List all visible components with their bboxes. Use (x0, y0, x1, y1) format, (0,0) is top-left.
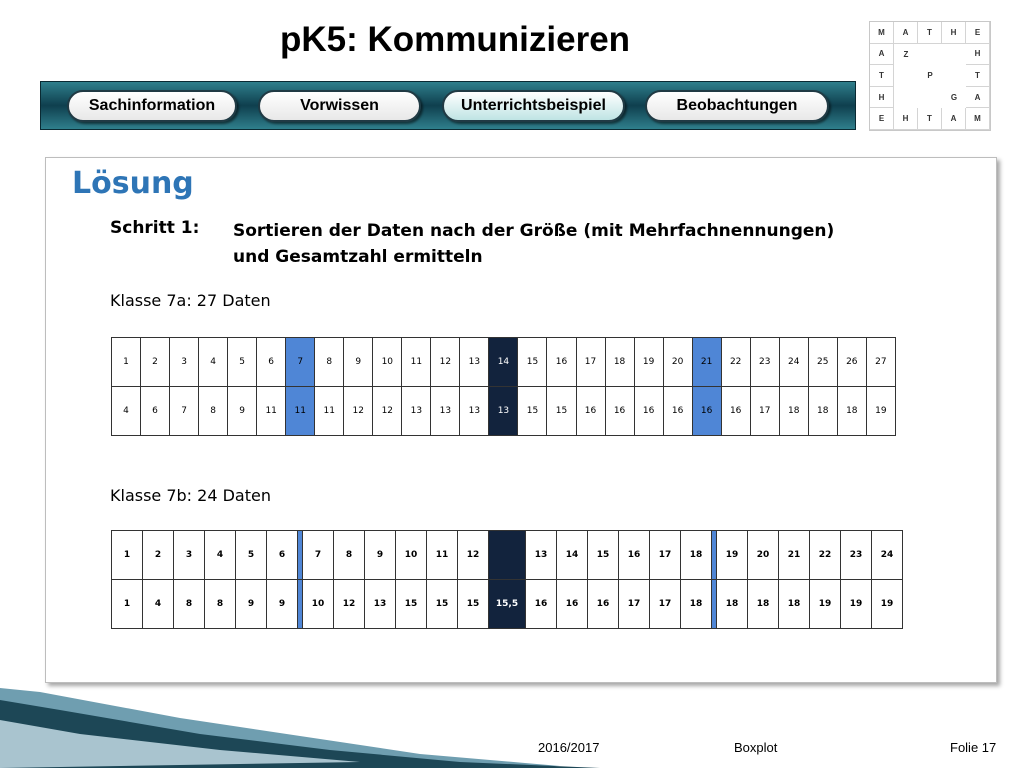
table-cell: 3 (170, 338, 199, 387)
class-7b-heading: Klasse 7b: 24 Daten (110, 486, 271, 505)
table-cell: 17 (650, 531, 681, 580)
table-cell: 22 (810, 531, 841, 580)
table-cell: 18 (779, 580, 810, 629)
table-cell: 1 (112, 531, 143, 580)
table-cell: 12 (431, 338, 460, 387)
table-cell: 8 (315, 338, 344, 387)
table-cell: 16 (663, 387, 692, 436)
table-cell: 9 (228, 387, 257, 436)
mathematik-logo (869, 21, 991, 131)
table-cell: 15 (396, 580, 427, 629)
table-cell: 13 (431, 387, 460, 436)
table-cell: 15 (518, 338, 547, 387)
table-cell: 21 (692, 338, 721, 387)
table-cell: 18 (681, 531, 712, 580)
logo-cell: H (966, 44, 990, 66)
logo-cell: E (870, 108, 894, 130)
table-cell: 4 (205, 531, 236, 580)
table-cell: 11 (402, 338, 431, 387)
table-cell: 6 (257, 338, 286, 387)
table-cell: 13 (526, 531, 557, 580)
table-cell: 10 (303, 580, 334, 629)
table-cell: 15,5 (489, 580, 526, 629)
table-cell: 15 (427, 580, 458, 629)
logo-cell: M (966, 108, 990, 130)
table-cell: 12 (334, 580, 365, 629)
logo-cell: T (870, 65, 894, 87)
footer-topic: Boxplot (734, 740, 778, 755)
table-cell: 13 (365, 580, 396, 629)
footer-year: 2016/2017 (538, 740, 600, 755)
table-cell: 18 (717, 580, 748, 629)
logo-cell (918, 87, 942, 109)
table-cell: 8 (205, 580, 236, 629)
logo-cell: A (894, 22, 918, 44)
table-cell: 1 (112, 580, 143, 629)
table-cell: 16 (576, 387, 605, 436)
class-7a-heading: Klasse 7a: 27 Daten (110, 291, 271, 310)
table-cell: 15 (588, 531, 619, 580)
table-cell: 6 (267, 531, 298, 580)
table-cell: 12 (344, 387, 373, 436)
table-cell: 14 (557, 531, 588, 580)
logo-cell: G (950, 93, 958, 103)
nav-button-unterrichtsbeispiel[interactable]: Unterrichtsbeispiel (442, 90, 625, 122)
table-cell: 15 (518, 387, 547, 436)
table-cell: 20 (663, 338, 692, 387)
logo-cell (942, 65, 966, 87)
table-cell: 13 (460, 338, 489, 387)
table-cell: 18 (837, 387, 866, 436)
slide-title: pK5: Kommunizieren (280, 20, 631, 59)
logo-cell: Z (903, 49, 909, 59)
table-cell: 9 (365, 531, 396, 580)
table-cell: 10 (373, 338, 402, 387)
table-cell: 16 (634, 387, 663, 436)
table-cell: 18 (779, 387, 808, 436)
table-cell: 9 (344, 338, 373, 387)
nav-button-vorwissen[interactable]: Vorwissen (258, 90, 421, 122)
logo-cell: H (870, 87, 894, 109)
table-cell: 18 (748, 580, 779, 629)
table-cell: 17 (650, 580, 681, 629)
footer-slide-number: Folie 17 (950, 740, 997, 755)
logo-cell: P (927, 71, 933, 81)
table-cell: 14 (489, 338, 518, 387)
table-cell: 17 (576, 338, 605, 387)
table-cell: 21 (779, 531, 810, 580)
table-cell: 16 (692, 387, 721, 436)
step-text: Sortieren der Daten nach der Größe (mit Mehrfachnennungen) und Gesamtzahl ermitteln (233, 221, 835, 267)
logo-cell (918, 44, 942, 66)
table-cell: 7 (286, 338, 315, 387)
table-cell: 10 (396, 531, 427, 580)
table-cell: 20 (748, 531, 779, 580)
table-cell: 4 (112, 387, 141, 436)
table-cell: 19 (717, 531, 748, 580)
logo-cell (894, 65, 918, 87)
table-cell: 24 (872, 531, 903, 580)
table-cell: 8 (199, 387, 228, 436)
table-cell: 13 (489, 387, 518, 436)
table-cell: 24 (779, 338, 808, 387)
table-cell: 6 (141, 387, 170, 436)
table-cell: 26 (837, 338, 866, 387)
table-cell: 15 (458, 580, 489, 629)
table-cell: 13 (460, 387, 489, 436)
logo-cell: A (966, 87, 990, 109)
table-cell: 5 (228, 338, 257, 387)
table-row-values (112, 580, 903, 629)
table-class-7a (111, 337, 896, 436)
solution-heading: Lösung (72, 166, 194, 201)
navigation-bar (40, 81, 856, 130)
table-cell: 3 (174, 531, 205, 580)
table-cell: 18 (808, 387, 837, 436)
logo-cell: M (870, 22, 894, 44)
table-cell: 11 (315, 387, 344, 436)
table-row-values (112, 387, 896, 436)
table-cell: 12 (458, 531, 489, 580)
table-cell: 25 (808, 338, 837, 387)
decorative-wave (0, 680, 1024, 768)
nav-button-sachinformation[interactable]: Sachinformation (67, 90, 237, 122)
table-cell: 19 (866, 387, 895, 436)
table-cell: 27 (866, 338, 895, 387)
table-class-7b (111, 530, 903, 629)
table-cell: 16 (557, 580, 588, 629)
table-cell: 19 (841, 580, 872, 629)
logo-cell: T (918, 22, 942, 44)
table-cell: 4 (199, 338, 228, 387)
table-cell: 16 (605, 387, 634, 436)
nav-button-beobachtungen[interactable]: Beobachtungen (645, 90, 829, 122)
step-label: Schritt 1: (110, 218, 200, 238)
table-cell: 22 (721, 338, 750, 387)
table-row-index (112, 338, 896, 387)
logo-cell (942, 44, 966, 66)
table-cell: 16 (619, 531, 650, 580)
table-cell: 11 (257, 387, 286, 436)
table-cell: 17 (750, 387, 779, 436)
table-cell: 19 (634, 338, 663, 387)
table-cell: 16 (721, 387, 750, 436)
table-cell: 16 (588, 580, 619, 629)
table-cell: 8 (174, 580, 205, 629)
logo-cell: T (918, 108, 942, 130)
table-cell: 2 (141, 338, 170, 387)
table-cell: 8 (334, 531, 365, 580)
table-cell: 18 (605, 338, 634, 387)
table-cell: 7 (170, 387, 199, 436)
logo-cell (894, 87, 918, 109)
table-cell: 11 (427, 531, 458, 580)
logo-cell: A (870, 44, 894, 66)
table-cell: 23 (750, 338, 779, 387)
logo-cell: H (942, 22, 966, 44)
table-cell: 4 (143, 580, 174, 629)
table-cell: 19 (872, 580, 903, 629)
table-cell: 7 (303, 531, 334, 580)
table-cell: 5 (236, 531, 267, 580)
table-cell: 2 (143, 531, 174, 580)
table-cell: 15 (547, 387, 576, 436)
table-cell: 23 (841, 531, 872, 580)
table-cell: 19 (810, 580, 841, 629)
table-cell: 18 (681, 580, 712, 629)
table-cell: 1 (112, 338, 141, 387)
logo-cell: H (894, 108, 918, 130)
table-cell (489, 531, 526, 580)
table-cell: 16 (526, 580, 557, 629)
table-cell: 12 (373, 387, 402, 436)
table-cell: 9 (267, 580, 298, 629)
table-cell: 9 (236, 580, 267, 629)
logo-cell: A (942, 108, 966, 130)
table-cell: 16 (547, 338, 576, 387)
table-cell: 17 (619, 580, 650, 629)
table-cell: 13 (402, 387, 431, 436)
logo-cell: T (966, 65, 990, 87)
table-row-index (112, 531, 903, 580)
logo-cell: E (966, 22, 990, 44)
table-cell: 11 (286, 387, 315, 436)
